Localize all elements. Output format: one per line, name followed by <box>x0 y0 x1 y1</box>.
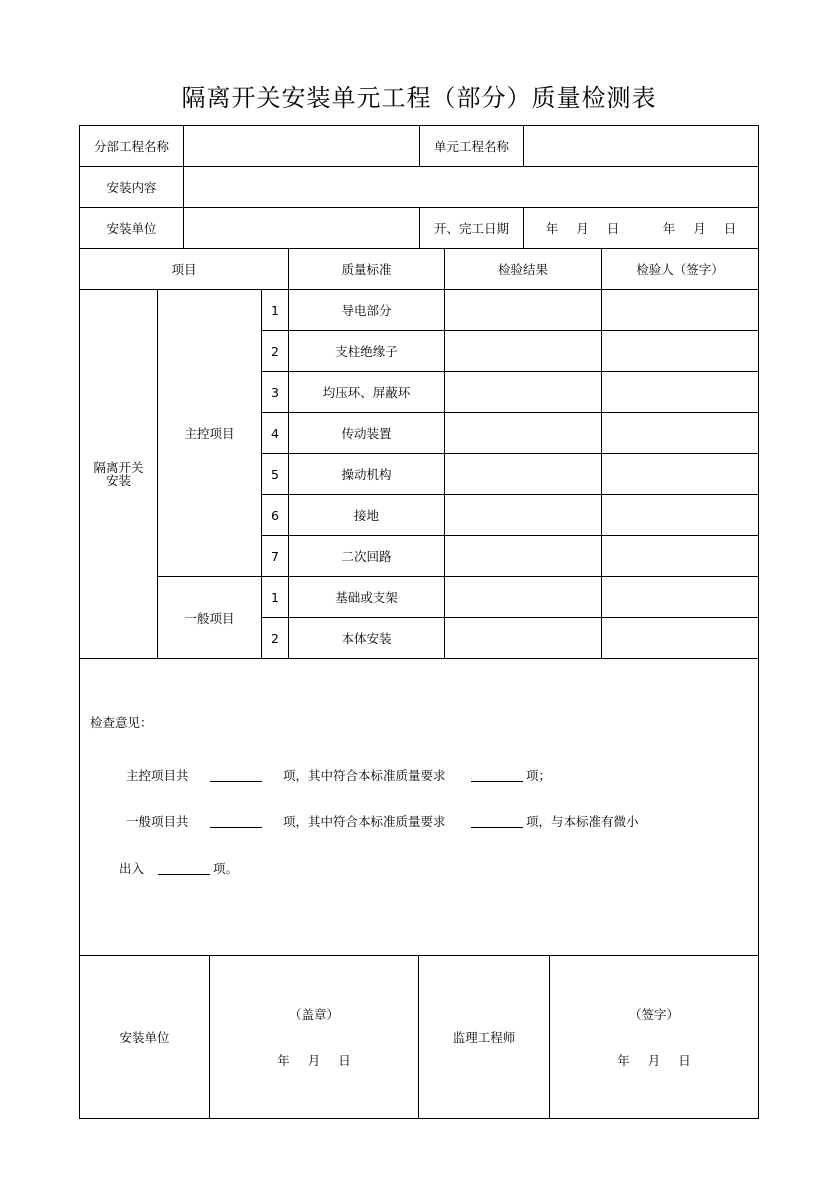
year-label: 年 <box>545 221 559 236</box>
column-header-result: 检验结果 <box>444 248 602 290</box>
day-label: 日 <box>606 221 620 236</box>
sign-label: （签字） <box>628 1007 679 1022</box>
item-inspector-cell[interactable] <box>601 617 759 659</box>
month-label: 月 <box>576 221 589 236</box>
item-result-cell[interactable] <box>444 617 602 659</box>
deviation-blank[interactable] <box>158 860 210 875</box>
general-count-text: 一般项目共 <box>126 814 189 829</box>
unit-name-label: 单元工程名称 <box>419 125 524 167</box>
content-field[interactable] <box>183 166 759 208</box>
day-label: 日 <box>678 1053 691 1068</box>
day-label: 日 <box>723 221 737 236</box>
main-compliant-text: 项，其中符合本标准质量要求 <box>283 768 446 783</box>
item-inspector-cell[interactable] <box>601 494 759 536</box>
main-count-text: 主控项目共 <box>126 768 189 783</box>
item-number: 2 <box>261 617 289 659</box>
item-number: 2 <box>261 330 289 372</box>
deviation-text: 出入 <box>119 861 145 876</box>
item-number: 6 <box>261 494 289 536</box>
year-label: 年 <box>662 221 676 236</box>
supervisor-sign-cell[interactable] <box>549 955 759 1119</box>
item-result-cell[interactable] <box>444 535 602 577</box>
item-inspector-cell[interactable] <box>601 289 759 331</box>
seal-label: （盖章） <box>288 1007 339 1022</box>
installer-label: 安装单位 <box>79 207 184 249</box>
section-label: 隔离开关安装 <box>79 289 158 659</box>
item-result-cell[interactable] <box>444 289 602 331</box>
division-name-label: 分部工程名称 <box>79 125 184 167</box>
main-compliant-blank[interactable] <box>471 767 523 782</box>
year-label: 年 <box>617 1053 630 1068</box>
item-standard: 本体安装 <box>288 617 445 659</box>
item-result-cell[interactable] <box>444 576 602 618</box>
item-standard: 均压环、屏蔽环 <box>288 371 445 413</box>
item-number: 5 <box>261 453 289 495</box>
column-header-standard: 质量标准 <box>288 248 445 290</box>
item-result-cell[interactable] <box>444 330 602 372</box>
footer-installer-label: 安装单位 <box>79 955 210 1119</box>
general-total-blank[interactable] <box>210 813 262 828</box>
item-inspector-cell[interactable] <box>601 412 759 454</box>
item-number: 1 <box>261 289 289 331</box>
division-name-field[interactable] <box>183 125 420 167</box>
item-standard: 接地 <box>288 494 445 536</box>
item-number: 3 <box>261 371 289 413</box>
month-label: 月 <box>693 221 706 236</box>
main-group-label: 主控项目 <box>157 289 262 577</box>
installer-seal-cell[interactable] <box>209 955 419 1119</box>
general-compliant-text: 项，其中符合本标准质量要求 <box>283 814 446 829</box>
item-standard: 支柱绝缘子 <box>288 330 445 372</box>
column-header-inspector: 检验人（签字） <box>601 248 759 290</box>
item-standard: 操动机构 <box>288 453 445 495</box>
item-number: 7 <box>261 535 289 577</box>
item-inspector-cell[interactable] <box>601 371 759 413</box>
item-result-cell[interactable] <box>444 371 602 413</box>
item-standard: 导电部分 <box>288 289 445 331</box>
item-number: 1 <box>261 576 289 618</box>
month-label: 月 <box>307 1053 321 1068</box>
item-number: 4 <box>261 412 289 454</box>
deviation-suffix-text: 项。 <box>213 861 239 876</box>
opinion-label: 检查意见： <box>90 715 153 730</box>
content-label: 安装内容 <box>79 166 184 208</box>
main-suffix-text: 项； <box>526 768 552 783</box>
general-compliant-blank[interactable] <box>471 813 523 828</box>
installer-field[interactable] <box>183 207 420 249</box>
item-result-cell[interactable] <box>444 412 602 454</box>
item-standard: 基础或支架 <box>288 576 445 618</box>
year-label: 年 <box>277 1053 290 1068</box>
general-suffix-text: 项，与本标准有微小 <box>526 814 639 829</box>
opinion-box <box>79 658 759 956</box>
date-field[interactable] <box>523 207 759 249</box>
form-title: 隔离开关安装单元工程（部分）质量检测表 <box>181 84 657 112</box>
month-label: 月 <box>647 1053 661 1068</box>
item-standard: 传动装置 <box>288 412 445 454</box>
supervisor-label: 监理工程师 <box>418 955 550 1119</box>
item-inspector-cell[interactable] <box>601 576 759 618</box>
column-header-item: 项目 <box>79 248 289 290</box>
item-inspector-cell[interactable] <box>601 453 759 495</box>
general-group-label: 一般项目 <box>157 576 262 659</box>
item-result-cell[interactable] <box>444 494 602 536</box>
day-label: 日 <box>338 1053 351 1068</box>
date-label: 开、完工日期 <box>419 207 524 249</box>
item-result-cell[interactable] <box>444 453 602 495</box>
main-total-blank[interactable] <box>210 767 262 782</box>
unit-name-field[interactable] <box>523 125 759 167</box>
item-standard: 二次回路 <box>288 535 445 577</box>
item-inspector-cell[interactable] <box>601 535 759 577</box>
item-inspector-cell[interactable] <box>601 330 759 372</box>
